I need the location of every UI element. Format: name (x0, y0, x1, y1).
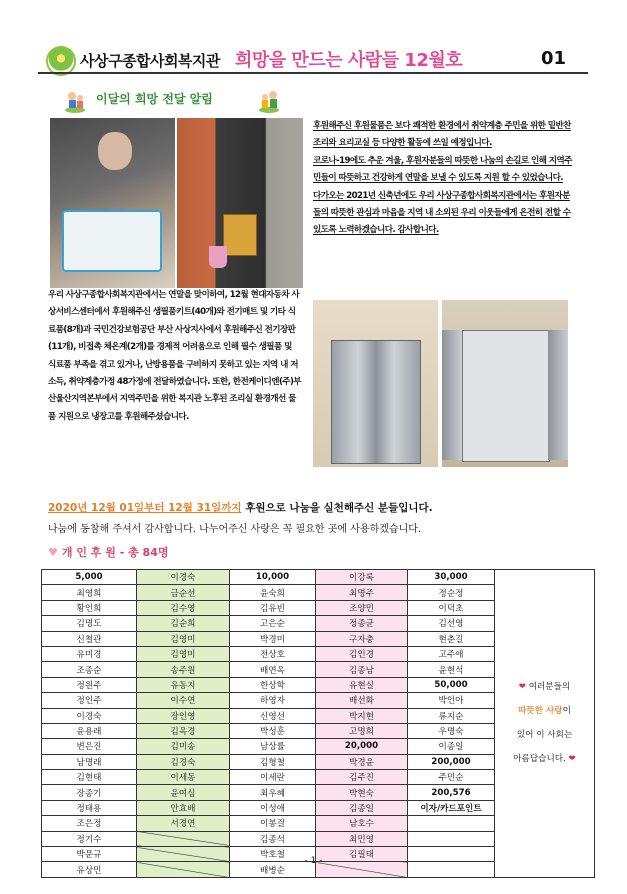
table-cell: 고명희 (316, 723, 408, 738)
table-cell: 조은정 (42, 816, 137, 831)
table-cell: 유현실 (316, 677, 408, 692)
table-cell: 신영선 (230, 708, 316, 723)
table-cell: 최우혜 (230, 785, 316, 800)
table-cell: 박현숙 (316, 785, 408, 800)
heart-icon: ♥ (48, 546, 58, 559)
table-cell: 김옥경 (137, 723, 230, 738)
table-cell: 조양민 (316, 600, 408, 615)
photo-donation-delivery-door (177, 118, 303, 288)
table-row (42, 570, 595, 585)
table-cell: 김주진 (316, 770, 408, 785)
table-cell: 윤용래 (42, 723, 137, 738)
table-cell: 김종석 (230, 831, 316, 846)
table-cell: 이강록 (316, 570, 408, 585)
donor-table (41, 569, 595, 878)
table-cell: 20,000 (316, 739, 408, 754)
table-cell: 김종남 (316, 662, 408, 677)
table-cell: 배병순 (230, 862, 316, 877)
table-cell: 정인주 (42, 693, 137, 708)
table-cell: 류지순 (408, 708, 495, 723)
donor-table-body (42, 570, 595, 878)
table-cell: 정태용 (42, 800, 137, 815)
table-cell: 정종균 (316, 616, 408, 631)
table-cell: 이세란 (230, 770, 316, 785)
table-cell: 하영자 (230, 693, 316, 708)
table-cell: 이덕초 (408, 600, 495, 615)
photo-refrigerator-closed (313, 300, 438, 467)
donation-period-dates: 2020년 12월 01일부터 12월 31일까지 (48, 502, 242, 514)
table-cell: 배선화 (316, 693, 408, 708)
table-cell: 남호수 (316, 816, 408, 831)
table-cell: 최명주 (316, 585, 408, 600)
table-cell: 박호철 (230, 847, 316, 862)
table-cell: 신철관 (42, 631, 137, 646)
org-name: 사상구종합사회복지관 (80, 52, 220, 70)
table-cell: 정원주 (42, 677, 137, 692)
table-cell: 구자충 (316, 631, 408, 646)
table-cell: 200,576 (408, 785, 495, 800)
table-cell: 김순희 (137, 616, 230, 631)
table-cell (137, 831, 230, 846)
table-cell: 10,000 (230, 570, 316, 585)
table-cell: 김미송 (137, 739, 230, 754)
table-cell: 김종일 (316, 800, 408, 815)
table-cell: 한상학 (230, 677, 316, 692)
table-cell: 고주애 (408, 646, 495, 661)
table-cell: 금순선 (137, 585, 230, 600)
table-cell: 주민순 (408, 770, 495, 785)
photo-refrigerator-open (442, 300, 568, 467)
table-cell: 김영미 (137, 631, 230, 646)
newsletter-issue-title: 희망을 만드는 사람들 12월호 (235, 50, 463, 71)
table-cell: 장인영 (137, 708, 230, 723)
table-cell: 정기수 (42, 831, 137, 846)
heart-icon: ❤ (518, 682, 526, 693)
table-cell: 황인희 (42, 600, 137, 615)
table-cell: 정순정 (408, 585, 495, 600)
table-cell: 김영미 (137, 646, 230, 661)
table-cell: 남상률 (230, 739, 316, 754)
donor-list-title: ♥ 개 인 후 원 - 총 84명 (48, 546, 169, 559)
table-cell: 박문규 (42, 847, 137, 862)
donation-period-text: 후원으로 나눔을 실천해주신 분들입니다. (241, 502, 433, 514)
table-cell: 이성애 (230, 800, 316, 815)
article-paragraph: 코로나-19에도 추운 겨울, 후원자분들의 따뜻한 나눔의 손길로 인해 지역주민들이 따뜻하고 건강하게 연말을 보낼 수 있도록 지원 할 수 있었습니다. (313, 155, 572, 184)
table-cell: 변은진 (42, 739, 137, 754)
table-cell: 김유빈 (230, 600, 316, 615)
kids-decoration-icon (64, 88, 86, 114)
table-cell: 이자/카드포인트 (408, 800, 495, 815)
kids-decoration-icon (258, 88, 280, 114)
table-cell: 장종기 (42, 785, 137, 800)
table-cell: 30,000 (408, 570, 495, 585)
table-cell: 김명도 (42, 616, 137, 631)
table-cell: 이경숙 (42, 708, 137, 723)
section-title: 이달의 희망 전달 알림 (96, 92, 213, 106)
table-cell: 이세동 (137, 770, 230, 785)
table-cell: 고은순 (230, 616, 316, 631)
donor-thanks-message: ❤ 여러분들의 따뜻한 사랑이 있어 이 사회는 아름답습니다. ❤ (495, 570, 595, 878)
table-cell: 5,000 (42, 570, 137, 585)
table-cell: 박성훈 (230, 723, 316, 738)
table-cell: 윤숙희 (230, 585, 316, 600)
table-cell: 송주원 (137, 662, 230, 677)
table-cell: 김경숙 (137, 754, 230, 769)
donation-period (48, 500, 433, 515)
table-cell: 김수영 (137, 600, 230, 615)
table-cell: 이종일 (408, 739, 495, 754)
table-cell: 김선영 (408, 616, 495, 631)
header-divider (38, 72, 588, 74)
table-cell: 김형철 (230, 754, 316, 769)
table-cell: 이봉걸 (230, 816, 316, 831)
donation-thanks: 나눔에 동참해 주셔서 감사합니다. 나누어주신 사랑은 꼭 필요한 곳에 사용하겠습니다. (48, 524, 422, 535)
table-cell: 김인경 (316, 646, 408, 661)
table-cell: 박경윤 (316, 754, 408, 769)
table-cell: 200,000 (408, 754, 495, 769)
table-cell (408, 831, 495, 846)
table-cell: 박경미 (230, 631, 316, 646)
table-cell: 이경숙 (137, 570, 230, 585)
footer-page-number: - 1 - (304, 856, 323, 866)
table-cell: 전상호 (230, 646, 316, 661)
table-cell: 박지현 (316, 708, 408, 723)
table-cell: 배연옥 (230, 662, 316, 677)
table-cell: 유미경 (42, 646, 137, 661)
article-paragraph: 후원해주신 후원물품은 보다 쾌적한 환경에서 취약계층 주민을 위한 밑반찬 조리와 요리교실 등 다양한 활동에 쓰일 예정입니다. (313, 121, 571, 149)
page-number: 01 (541, 48, 567, 69)
table-cell (408, 816, 495, 831)
table-cell: 우명숙 (408, 723, 495, 738)
table-cell: 이수연 (137, 693, 230, 708)
table-cell: 서경연 (137, 816, 230, 831)
table-cell: 현춘길 (408, 631, 495, 646)
table-cell: 윤여심 (137, 785, 230, 800)
table-cell: 유동지 (137, 677, 230, 692)
table-cell: 조종순 (42, 662, 137, 677)
table-cell: 김현태 (42, 770, 137, 785)
table-cell: 박인아 (408, 693, 495, 708)
table-cell: 남명래 (42, 754, 137, 769)
table-cell: 윤현석 (408, 662, 495, 677)
table-cell: 최영희 (42, 585, 137, 600)
article-paragraph: 다가오는 2021년 신축년에도 우리 사상구종합사회복지관에서는 후원자분들의 따뜻한 관심과 마음을 지역 내 소외된 우리 이웃들에게 온전히 전할 수 있도록 노력하겠습니다. 감사합니다. (313, 190, 571, 236)
heart-icon: ❤ (568, 754, 576, 765)
photo-donation-delivery-indoor (50, 118, 175, 288)
table-cell: 김필태 (316, 847, 408, 862)
table-cell: 최민영 (316, 831, 408, 846)
article-right-text (313, 118, 576, 240)
article-left-text: 우리 사상구종합사회복지관에서는 연말을 맞이하여, 12월 현대자동차 사상서비스센터에서 후원해주신 생필품키트(40개)와 전기매트 및 기타 식료품(8개)과 국민건강보험공단 부산 사상지사에서 후원해주신 전기장판(11개), 비접촉 체온계(2개)를 경제적 어려움으로 인해 필수 생필품 및 식료품 부족을 겪고 있거나, 난방용품을 구비하지 못하고 있는 지역 내 저소득, 취약계층가정 48가정에 전달하였습니다. 또한, 한전케이디엔(주)부산울산지역본부에서 지역주민을 위한 복지관 노후된 조리실 환경개선 물품 지원으로 냉장고를 후원해주셨습니다. (48, 290, 302, 422)
table-cell: 안효배 (137, 800, 230, 815)
table-cell: 50,000 (408, 677, 495, 692)
table-cell: 유상민 (42, 862, 137, 877)
